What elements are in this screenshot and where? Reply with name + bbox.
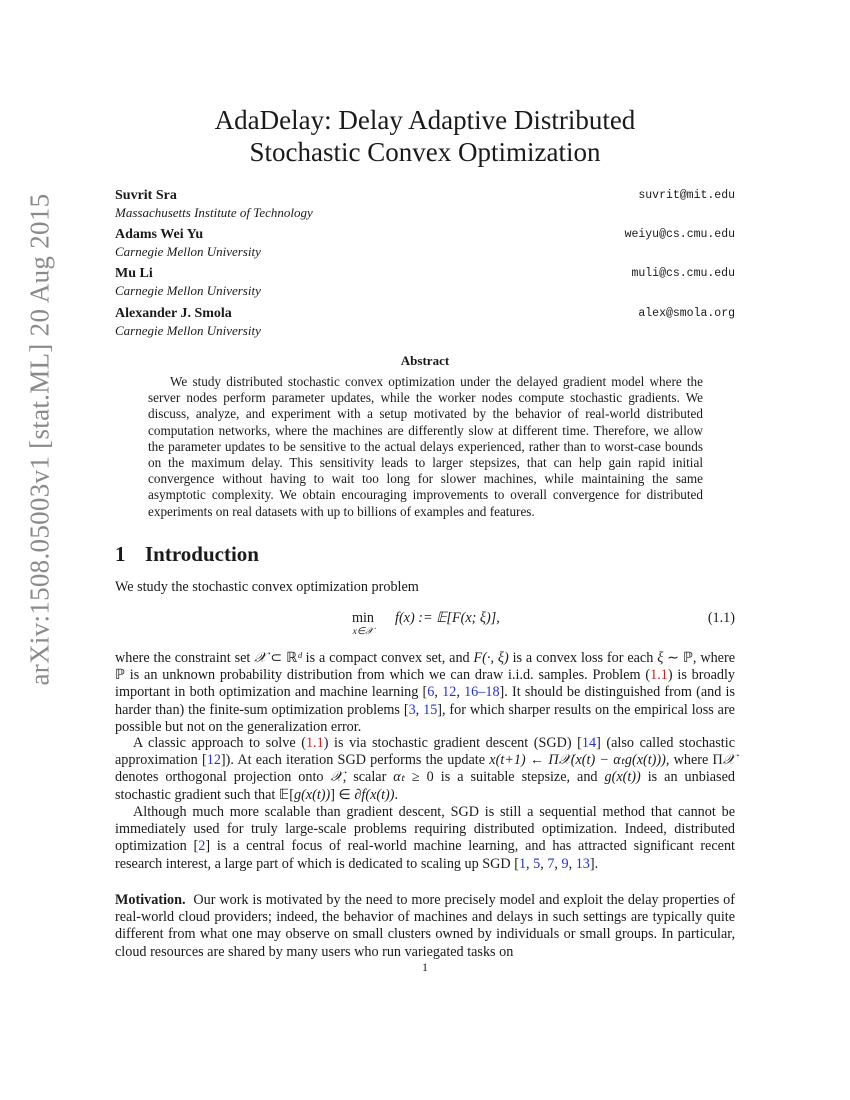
text-run: ⊂ ℝ [266, 650, 298, 666]
text-run: , [415, 701, 424, 718]
equation-1-1 [115, 610, 735, 640]
citation-link[interactable]: 12 [206, 752, 221, 769]
citation-link[interactable]: 16–18 [464, 684, 500, 701]
equation-body: f(x) := 𝔼[F(x; ξ)], [395, 610, 500, 626]
text-run: ], for which sharper results on the empirical loss are possible but not on the generalization error. [115, 701, 735, 735]
author-affiliation: Massachusetts Institute of Technology [115, 205, 313, 220]
text-run: is a convex loss for each [508, 650, 658, 666]
text-run: ] ∈ ∂ [330, 786, 362, 803]
paragraph [115, 735, 735, 804]
author-email[interactable]: muli@cs.cmu.edu [631, 267, 735, 280]
text-run: Although much more scalable than gradient descent, SGD is still a sequential method that cannot be immediately used for truly large-scale problems requiring distributed optimization. Indeed, distributed optimization [ [115, 804, 735, 855]
math-inline: g(x(t)) [293, 786, 331, 803]
citation-link[interactable]: 14 [581, 735, 597, 751]
author-affiliation: Carnegie Mellon University [115, 283, 261, 298]
equation-ref-link[interactable]: 1.1 [305, 735, 324, 751]
citation-link[interactable]: 7 [547, 855, 555, 872]
author-block [115, 266, 735, 299]
author-email[interactable]: weiyu@cs.cmu.edu [624, 228, 735, 241]
math-inline: x(t+1) ← Π𝒳(x(t) − αₜg(x(t))) [489, 752, 666, 769]
citation-link[interactable]: 1 [518, 855, 527, 872]
intro-line: We study the stochastic convex optimization problem [115, 579, 419, 595]
math-inline: ξ [657, 650, 664, 666]
author-name: Adams Wei Yu [115, 227, 204, 242]
citation-link[interactable]: 12 [442, 684, 457, 701]
min-subscript: x∈𝒳 [352, 627, 374, 637]
text-run: is an unbiased stochastic gradient such that 𝔼[ [115, 769, 735, 803]
math-inline: 𝒳 [254, 650, 267, 666]
text-run: where the constraint set [115, 650, 255, 666]
text-run: , [554, 855, 562, 872]
math-inline: g(x(t)) [604, 769, 641, 786]
text-run: ]. [589, 855, 599, 872]
text-run: , where Π [665, 752, 723, 769]
math-inline: f(x(t)) [361, 786, 395, 803]
text-run: . [394, 786, 399, 803]
title-line: Stochastic Convex Optimization [249, 137, 601, 167]
paper-title [115, 104, 735, 168]
text-run: ]). At each iteration SGD performs the update [220, 752, 490, 769]
author-name: Alexander J. Smola [115, 306, 232, 321]
citation-link[interactable]: 13 [575, 855, 590, 872]
paragraph [115, 804, 735, 873]
arxiv-identifier: arXiv:1508.05003v1 [stat.ML] 20 Aug 2015 [24, 193, 55, 686]
text-run: ]. It should be distinguished from (and is harder than) the finite-sum optimization problems [ [115, 684, 736, 718]
math-inline: αₜ [393, 769, 405, 786]
motivation-heading: Motivation. [115, 892, 186, 908]
citation-link[interactable]: 9 [561, 855, 569, 872]
author-block [115, 188, 735, 221]
citation-link[interactable]: 15 [423, 701, 438, 718]
math-inline: 𝒳 [330, 769, 343, 786]
abstract-heading: Abstract [400, 353, 450, 368]
text-run: , [456, 684, 465, 701]
author-affiliation: Carnegie Mellon University [115, 323, 261, 338]
section-heading [115, 542, 259, 567]
text-run: , scalar [342, 769, 394, 786]
equation-ref-link[interactable]: 1.1 [650, 667, 668, 684]
paragraph [115, 650, 735, 736]
text-run: A classic approach to solve ( [133, 735, 306, 751]
text-run: ] (also called stochastic approximation [ [115, 735, 735, 769]
title-line: AdaDelay: Delay Adaptive Distributed [214, 105, 636, 135]
equation-number: (1.1) [707, 610, 735, 626]
text-run: ] is a central focus of real-world machine learning, and has attracted significant recent research interest, a large part of which is dedicated to scaling up SGD [ [115, 838, 735, 872]
author-email[interactable]: alex@smola.org [638, 307, 735, 320]
math-inline: ᵈ [297, 650, 302, 666]
motivation-text: Our work is motivated by the need to more precisely model and exploit the delay properties of real-world cloud providers; indeed, the behavior of machines and delays in such settings are typically quite different from what one may observe on small clusters owned by individuals or small groups. In particular, cloud resources are shared by many users who run variegated tasks on [115, 892, 736, 960]
text-run: ∼ ℙ, where ℙ is an unknown probability distribution from which we can draw i.i.d. samples. Problem ( [115, 650, 735, 684]
citation-link[interactable]: 6 [427, 684, 435, 701]
author-name: Suvrit Sra [115, 188, 177, 203]
abstract-text: We study distributed stochastic convex optimization under the delayed gradient model where the server nodes perform parameter updates, while the worker nodes compute stochastic gradients. We discuss, analyze, and experiment with a setup motivated by the behavior of real-world distributed computation networks, where the machines are differently slow at different time. Therefore, we allow the parameter updates to be sensitive to the actual delays experienced, rather than to worst-case bounds on the maximum delay. This sensitivity leads to larger stepsizes, that can help gain rapid initial convergence without having to wait too long for slower machines, while maintaining the same asymptotic complexity. We obtain encouraging improvements to overall convergence for distributed experiments on real datasets with up to billions of examples and features. [148, 374, 703, 519]
text-run: ) is broadly important in both optimization and machine learning [ [115, 667, 736, 701]
text-run: , [434, 684, 443, 701]
citation-link[interactable]: 5 [533, 855, 541, 872]
math-inline: F(·, ξ) [473, 650, 509, 666]
text-run: is a compact convex set, and [301, 650, 474, 666]
author-block [115, 227, 735, 260]
author-name: Mu Li [115, 266, 153, 281]
author-block [115, 306, 735, 339]
text-run: denotes orthogonal projection onto [115, 769, 331, 786]
page-number: 1 [422, 960, 428, 974]
min-operator: min [351, 610, 375, 626]
text-run: , [526, 855, 534, 872]
author-affiliation: Carnegie Mellon University [115, 244, 261, 259]
text-run: ) is via stochastic gradient descent (SGD) [ [323, 735, 582, 751]
math-inline: 𝒳 [722, 752, 736, 769]
motivation-paragraph [115, 892, 735, 961]
text-run: , [540, 855, 548, 872]
section-title: Introduction [145, 542, 259, 566]
citation-link[interactable]: 2 [198, 838, 206, 855]
author-email[interactable]: suvrit@mit.edu [638, 189, 735, 202]
citation-link[interactable]: 3 [408, 701, 416, 718]
section-number: 1 [115, 542, 126, 566]
text-run: , [568, 855, 576, 872]
text-run: ≥ 0 is a suitable stepsize, and [404, 769, 605, 786]
